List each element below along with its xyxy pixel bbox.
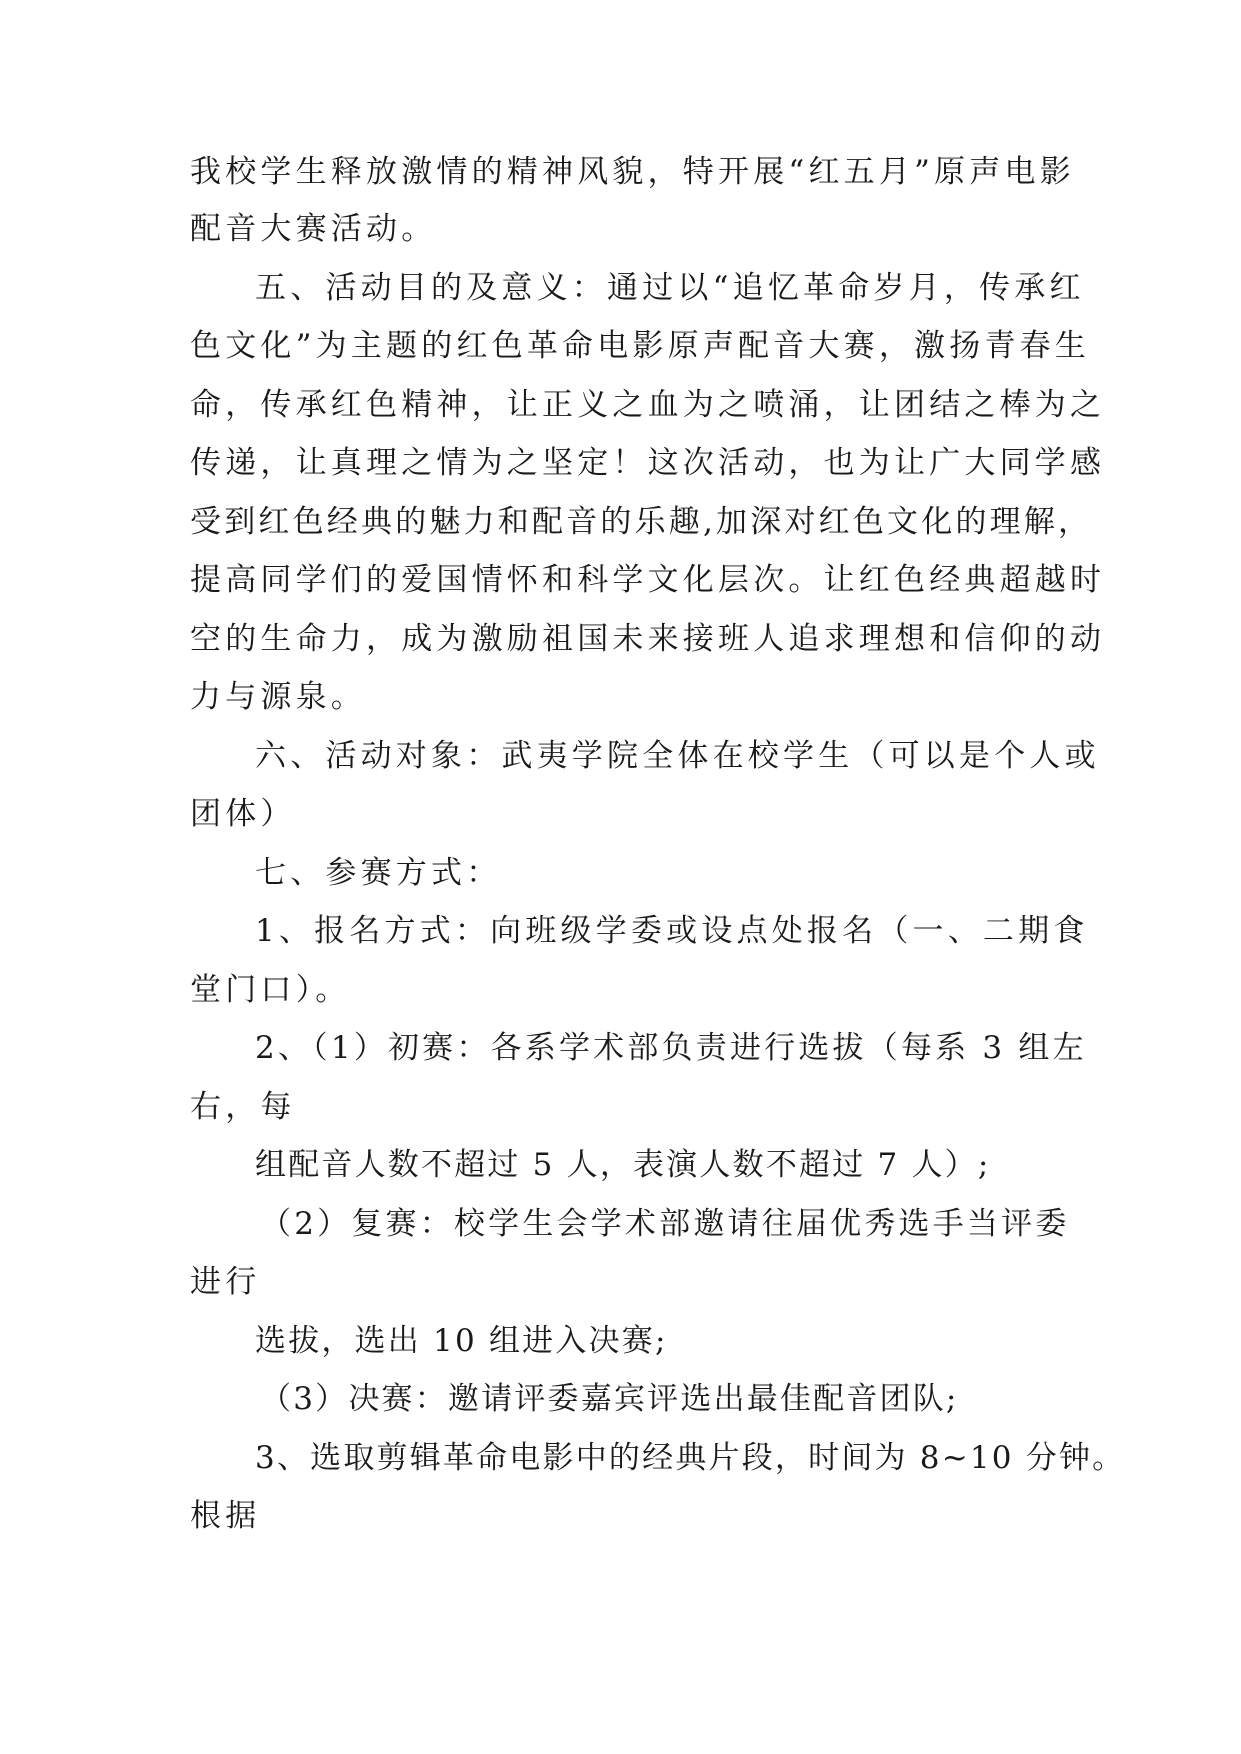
list-item-line: 右，每	[190, 1089, 296, 1125]
paragraph-line: 配音大赛活动。	[190, 211, 437, 247]
paragraph-line: 命，传承红色精神，让正义之血为之喷涌，让团结之棒为之	[190, 387, 1106, 423]
list-item-line: 进行	[190, 1264, 261, 1300]
section-seven-heading: 七、参赛方式：	[255, 855, 502, 891]
paragraph-line: 色文化”为主题的红色革命电影原声配音大赛，激扬青春生	[190, 328, 1091, 364]
list-item-line: 1、报名方式：向班级学委或设点处报名（一、二期食	[255, 913, 1089, 949]
list-item-line: （2）复赛：校学生会学术部邀请往届优秀选手当评委	[260, 1206, 1070, 1242]
paragraph-line: 受到红色经典的魅力和配音的乐趣,加深对红色文化的理解，	[190, 504, 1093, 540]
list-item-line: 堂门口）。	[190, 972, 351, 1008]
list-item-line: 组配音人数不超过 5 人，表演人数不超过 7 人）;	[255, 1147, 991, 1183]
list-item-line: （3）决赛：邀请评委嘉宾评选出最佳配音团队;	[260, 1381, 959, 1417]
list-item-line: 根据	[190, 1498, 261, 1534]
paragraph-line: 提高同学们的爱国情怀和科学文化层次。让红色经典超越时	[190, 562, 1106, 598]
section-five-heading-line: 五、活动目的及意义：通过以“追忆革命岁月，传承红	[255, 270, 1085, 306]
list-item-line: 3、选取剪辑革命电影中的经典片段，时间为 8~10 分钟。	[255, 1440, 1126, 1476]
paragraph-line: 我校学生释放激情的精神风貌，特开展“红五月”原声电影	[190, 154, 1075, 190]
list-item-line: 2、（1）初赛：各系学术部负责进行选拔（每系 3 组左	[255, 1030, 1087, 1066]
section-six-heading-line: 六、活动对象：武夷学院全体在校学生（可以是个人或	[255, 738, 1100, 774]
list-item-line: 选拔，选出 10 组进入决赛;	[255, 1323, 668, 1359]
paragraph-line: 空的生命力，成为激励祖国未来接班人追求理想和信仰的动	[190, 621, 1106, 657]
paragraph-line: 力与源泉。	[190, 679, 366, 715]
paragraph-line: 传递，让真理之情为之坚定！这次活动，也为让广大同学感	[190, 445, 1106, 481]
paragraph-line: 团体）	[190, 796, 296, 832]
